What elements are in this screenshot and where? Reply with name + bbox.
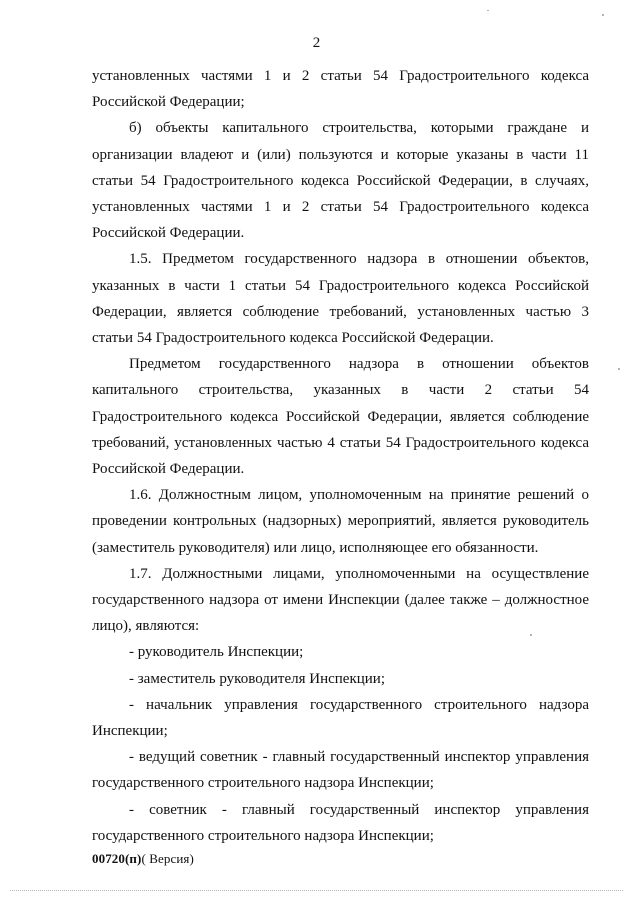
- list-item: - советник - главный государственный инспектор управления государственного строительного надзора Инспекции;: [92, 801, 589, 844]
- scan-speck: [487, 10, 489, 11]
- page-number: 2: [312, 35, 321, 51]
- paragraph-item-b: б) объекты капитального строительства, которыми граждане и организации владеют и (или) пользуются и которые указаны в части 11 статьи 54 Градостроительного кодекса Российской Федерации, в случаях, установленных частями 1 и 2 статьи 54 Градостроительного кодекса Российской Федерации.: [92, 120, 589, 242]
- paragraph-1-7: 1.7. Должностными лицами, уполномоченными на осуществление государственного надзора от имени Инспекции (далее также – должностное лицо), являются:: [92, 565, 589, 635]
- scan-edge-noise: [10, 890, 623, 893]
- paragraph-1-6: 1.6. Должностным лицом, уполномоченным на принятие решений о проведении контрольных (надзорных) мероприятий, является руководитель (заместитель руководителя) или лицо, исполняющее его обязанности.: [92, 487, 589, 556]
- document-body: [92, 63, 589, 849]
- paragraph-1-5: 1.5. Предметом государственного надзора в отношении объектов, указанных в части 1 статьи 54 Градостроительного кодекса Российской Федерации, является соблюдение требований, установленных частью 3 статьи 54 Градостроительного кодекса Российской Федерации.: [92, 251, 589, 347]
- scan-speck: [618, 368, 620, 370]
- footer-document-code: [92, 851, 194, 867]
- paragraph-subject-part-2: Предметом государственного надзора в отношении объектов капитального строительства, указанных в части 2 статьи 54 Градостроительного кодекса Российской Федерации, является соблюдение требований, установленных частью 4 статьи 54 Градостроительного кодекса Российской Федерации.: [92, 356, 589, 478]
- footer-code-version: ( Версия): [141, 851, 194, 866]
- scan-speck: [530, 634, 532, 636]
- scan-speck: [602, 14, 604, 16]
- list-item: - ведущий советник - главный государственный инспектор управления государственного строительного надзора Инспекции;: [92, 749, 589, 792]
- list-item: - начальник управления государственного строительного надзора Инспекции;: [92, 696, 589, 740]
- list-item: - заместитель руководителя Инспекции;: [129, 670, 386, 687]
- footer-code-number: 00720(п): [92, 851, 142, 866]
- list-item: - руководитель Инспекции;: [129, 644, 304, 661]
- paragraph-continuation: установленных частями 1 и 2 статьи 54 Градостроительного кодекса Российской Федерации;: [92, 68, 589, 111]
